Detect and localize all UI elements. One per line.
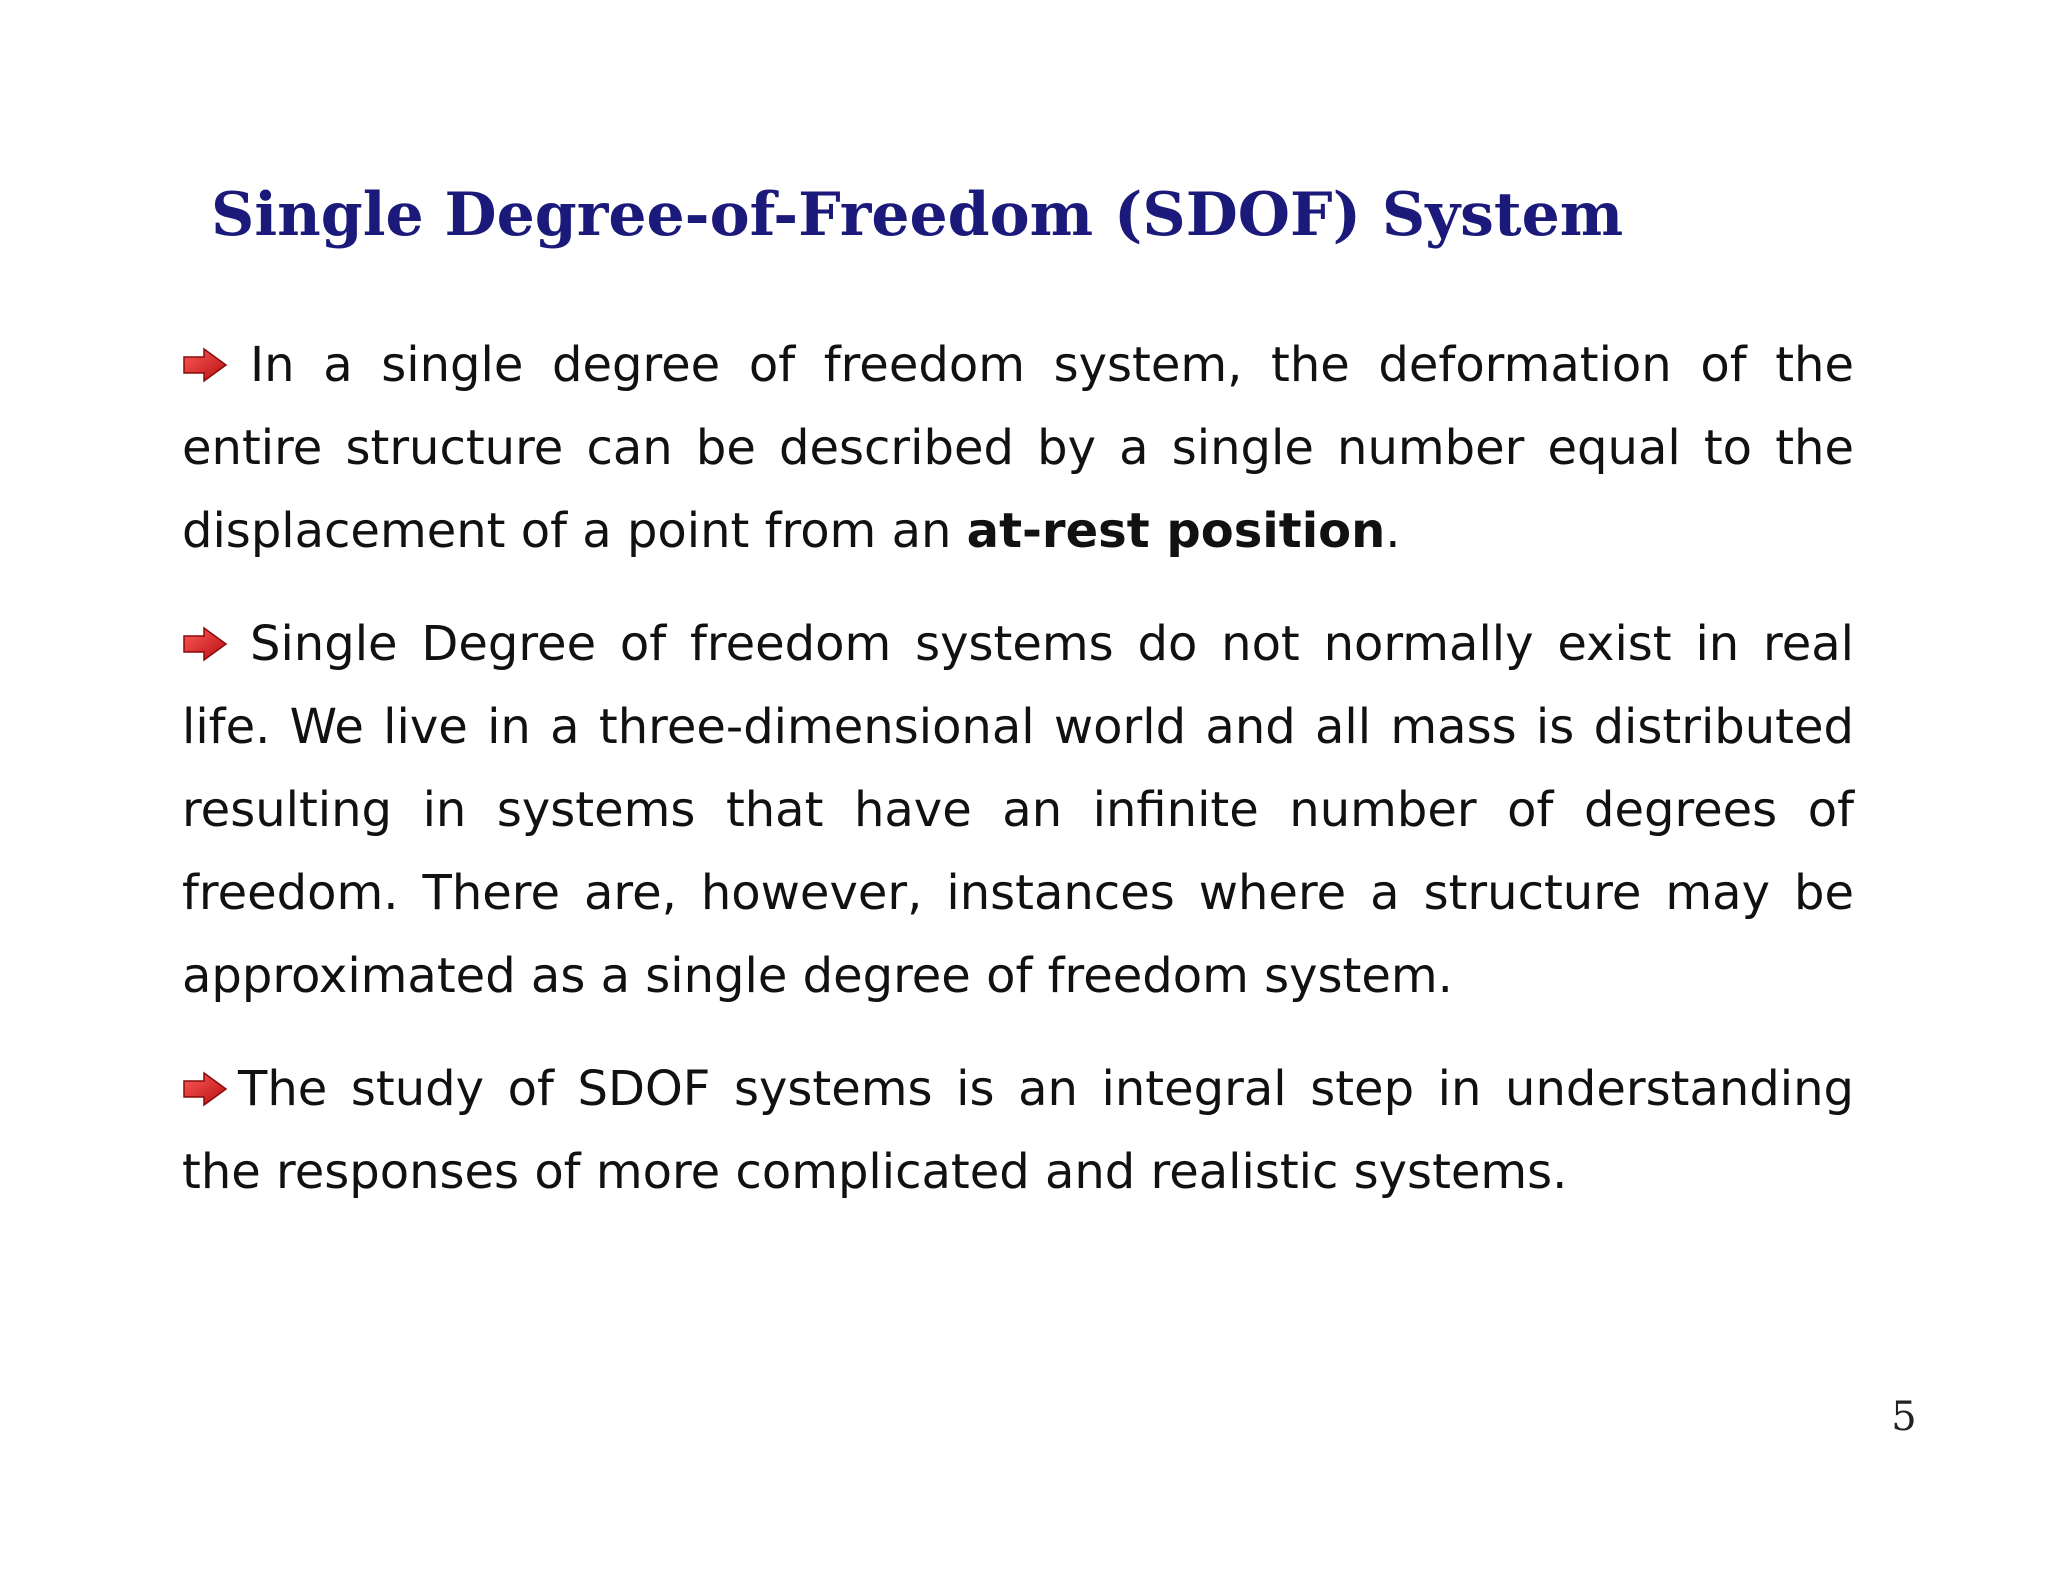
paragraph-2-text: Single Degree of freedom systems do not normally exist in real life. We live in a three-dimensional world and all mass is distributed resulting in systems that have an infinite number of degrees of freedom. There are, however, instances where a structure may be approximated as a single degree of freedom system.: [182, 616, 1854, 1004]
slide-title: Single Degree-of-Freedom (SDOF) System: [211, 180, 1624, 250]
bullet-paragraph-1: [182, 324, 1854, 573]
bullet-paragraph-3: [182, 1048, 1854, 1214]
bullet-paragraph-2: [182, 603, 1854, 1018]
red-arrow-bullet-icon: [182, 1071, 228, 1107]
slide-body: [182, 324, 1854, 1244]
red-arrow-bullet-icon: [182, 626, 228, 662]
red-arrow-bullet-icon: [182, 347, 228, 383]
paragraph-1-bold-term: at-rest position: [966, 503, 1386, 559]
paragraph-1-text-end: .: [1385, 503, 1401, 559]
page-number: 5: [1891, 1394, 1917, 1440]
paragraph-3-text: The study of SDOF systems is an integral step in understanding the responses of more complicated and realistic systems.: [182, 1061, 1854, 1200]
paragraph-1-text-start: In a single degree of freedom system, the deformation of the entire structure can be described by a single number equal to the displacement of a point from an: [182, 337, 1854, 559]
